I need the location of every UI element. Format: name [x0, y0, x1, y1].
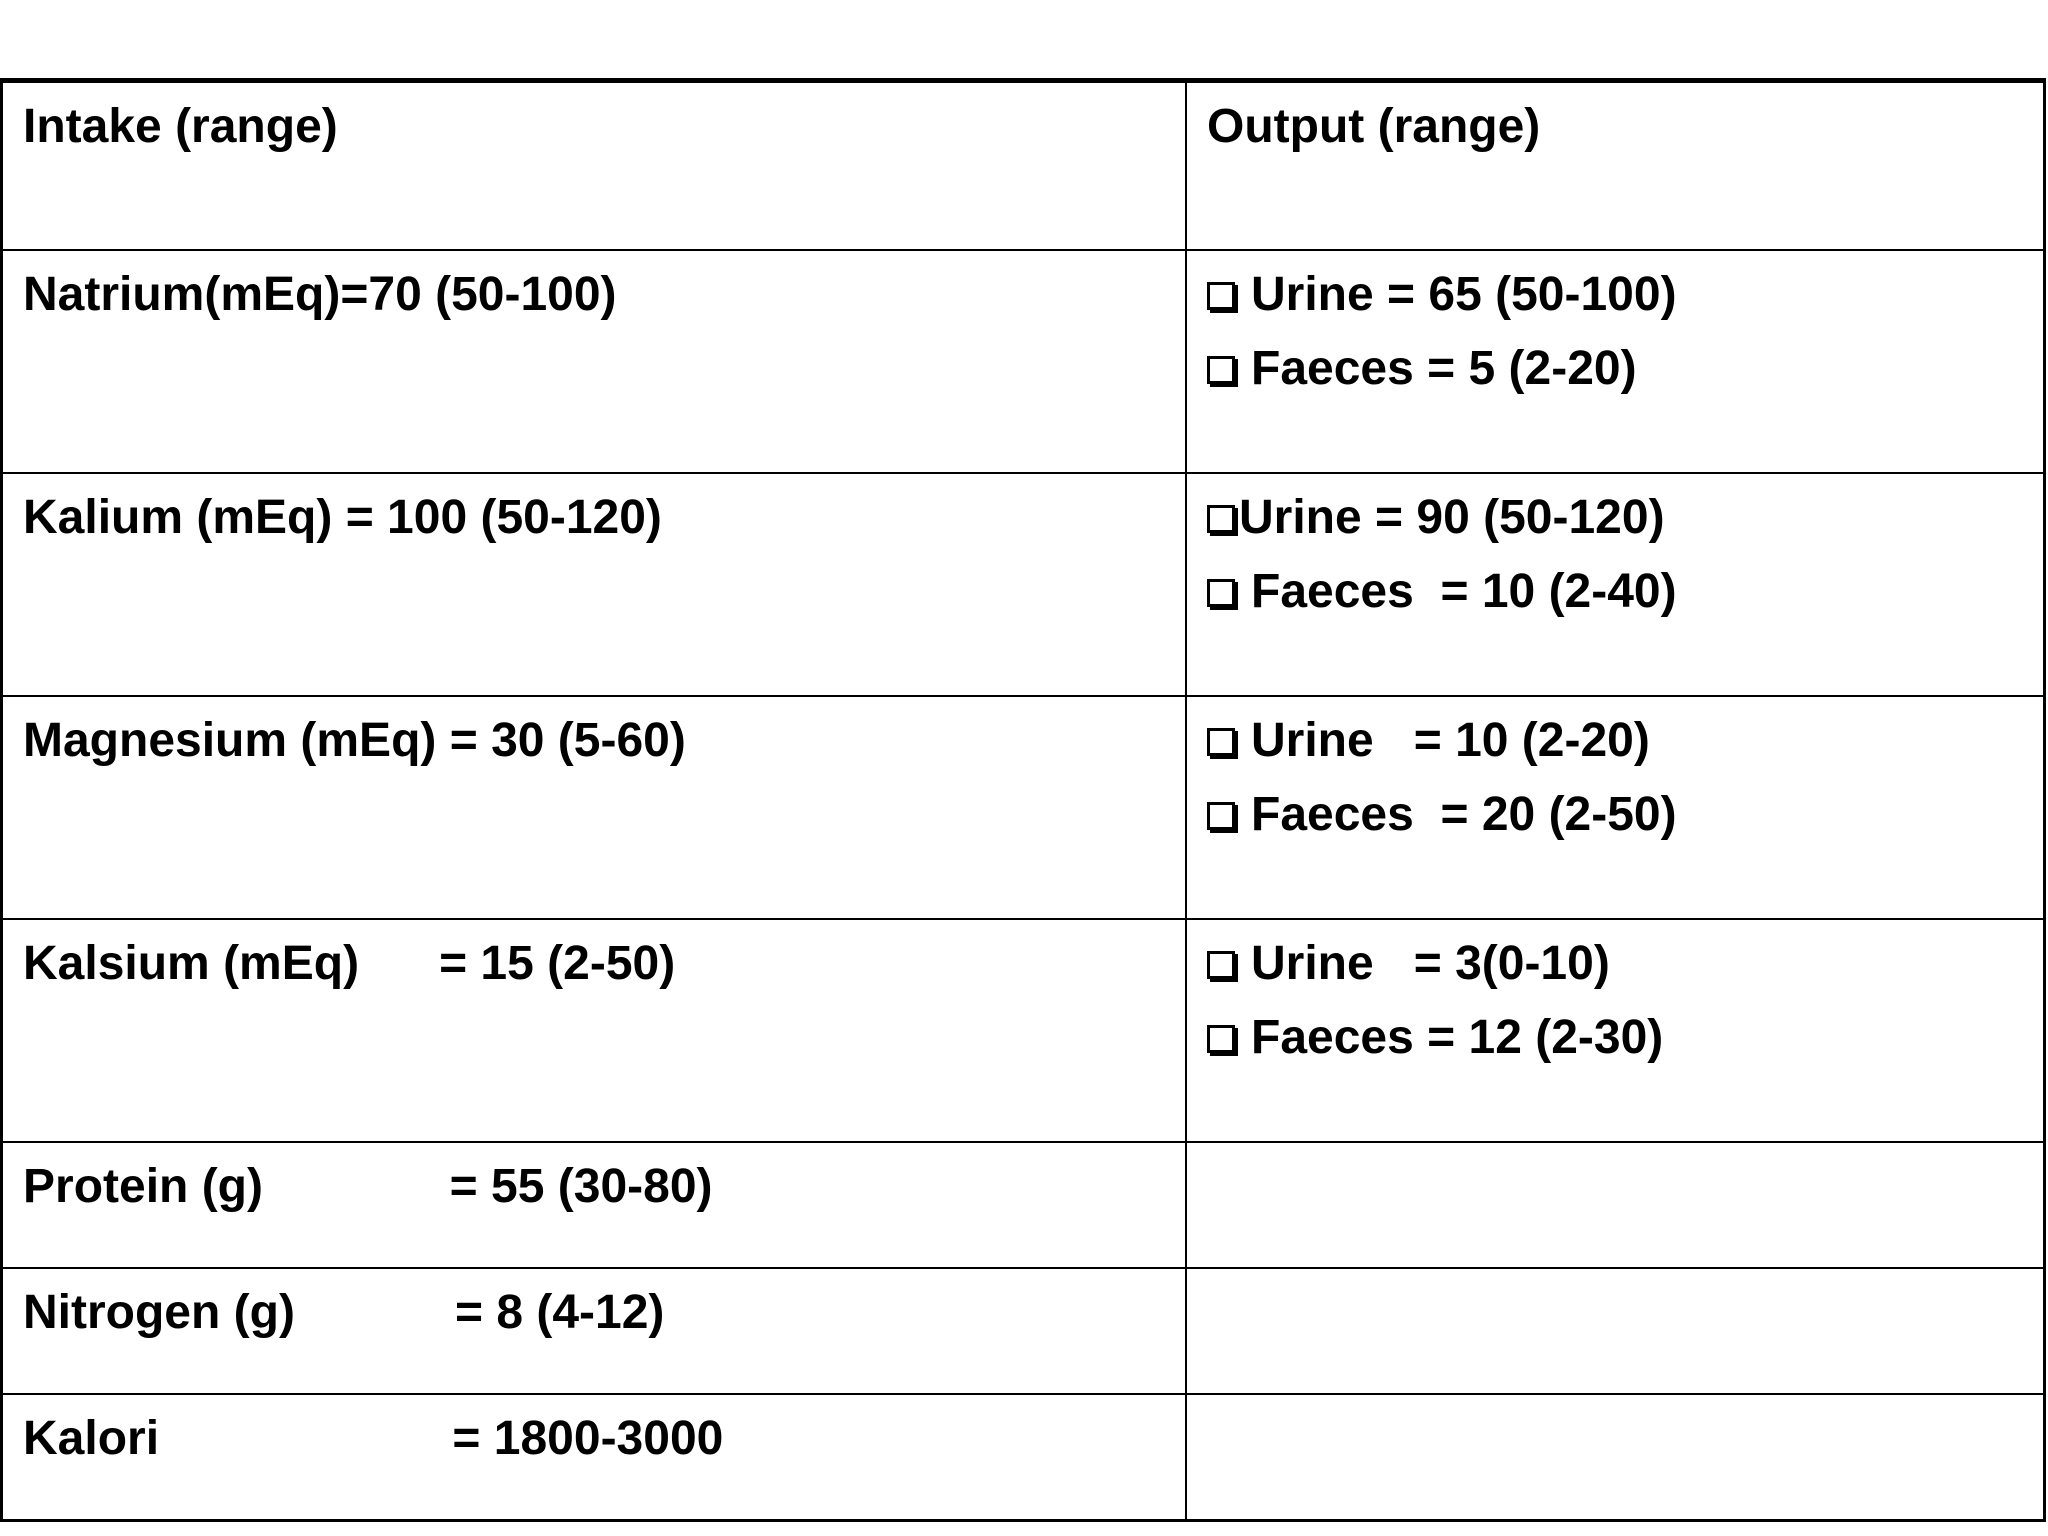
intake-kalium: Kalium (mEq) = 100 (50-120) — [23, 491, 662, 544]
list-item — [1207, 565, 2043, 618]
output-cell-empty — [1186, 1142, 2045, 1268]
intake-kalsium: Kalsium (mEq) = 15 (2-50) — [23, 937, 676, 990]
intake-cell — [2, 1394, 1187, 1521]
output-cell — [1186, 250, 2045, 473]
checkbox-bullet-icon — [1207, 282, 1235, 310]
checkbox-bullet-icon — [1207, 802, 1235, 830]
intake-cell — [2, 919, 1187, 1142]
checkbox-bullet-icon — [1207, 505, 1235, 533]
table-row — [2, 696, 2045, 919]
intake-cell — [2, 1268, 1187, 1394]
list-item — [1207, 1011, 2043, 1064]
table-header-row — [2, 81, 2045, 251]
intake-protein: Protein (g) = 55 (30-80) — [23, 1160, 713, 1213]
intake-kalori: Kalori = 1800-3000 — [23, 1412, 724, 1465]
checkbox-bullet-icon — [1207, 579, 1235, 607]
table-row — [2, 1142, 2045, 1268]
list-item — [1207, 937, 2043, 990]
intake-header-cell — [2, 81, 1187, 251]
output-header: Output (range) — [1207, 100, 1541, 153]
output-urine: Urine = 3(0-10) — [1251, 937, 1610, 990]
output-urine: Urine = 90 (50-120) — [1239, 491, 1665, 544]
checkbox-bullet-icon — [1207, 728, 1235, 756]
intake-cell — [2, 1142, 1187, 1268]
intake-header: Intake (range) — [23, 100, 338, 153]
table-row — [2, 1268, 2045, 1394]
output-faeces: Faeces = 10 (2-40) — [1251, 565, 1677, 618]
output-faeces: Faeces = 12 (2-30) — [1251, 1011, 1664, 1064]
intake-magnesium: Magnesium (mEq) = 30 (5-60) — [23, 714, 686, 767]
intake-cell — [2, 250, 1187, 473]
intake-cell — [2, 696, 1187, 919]
output-faeces: Faeces = 5 (2-20) — [1251, 342, 1637, 395]
checkbox-bullet-icon — [1207, 951, 1235, 979]
output-faeces: Faeces = 20 (2-50) — [1251, 788, 1677, 841]
output-urine: Urine = 65 (50-100) — [1251, 268, 1677, 321]
checkbox-bullet-icon — [1207, 356, 1235, 384]
list-item — [1207, 714, 2043, 767]
list-item — [1207, 491, 2043, 544]
output-cell — [1186, 473, 2045, 696]
table-row — [2, 473, 2045, 696]
table-row — [2, 250, 2045, 473]
list-item — [1207, 268, 2043, 321]
table-row — [2, 919, 2045, 1142]
table-row — [2, 1394, 2045, 1521]
intake-nitrogen: Nitrogen (g) = 8 (4-12) — [23, 1286, 665, 1339]
output-urine: Urine = 10 (2-20) — [1251, 714, 1650, 767]
output-cell-empty — [1186, 1394, 2045, 1521]
output-cell — [1186, 919, 2045, 1142]
list-item — [1207, 788, 2043, 841]
checkbox-bullet-icon — [1207, 1025, 1235, 1053]
intake-natrium: Natrium(mEq)=70 (50-100) — [23, 268, 617, 321]
output-header-cell — [1186, 81, 2045, 251]
electrolyte-balance-table — [0, 78, 2046, 1522]
intake-cell — [2, 473, 1187, 696]
list-item — [1207, 342, 2043, 395]
output-cell-empty — [1186, 1268, 2045, 1394]
output-cell — [1186, 696, 2045, 919]
